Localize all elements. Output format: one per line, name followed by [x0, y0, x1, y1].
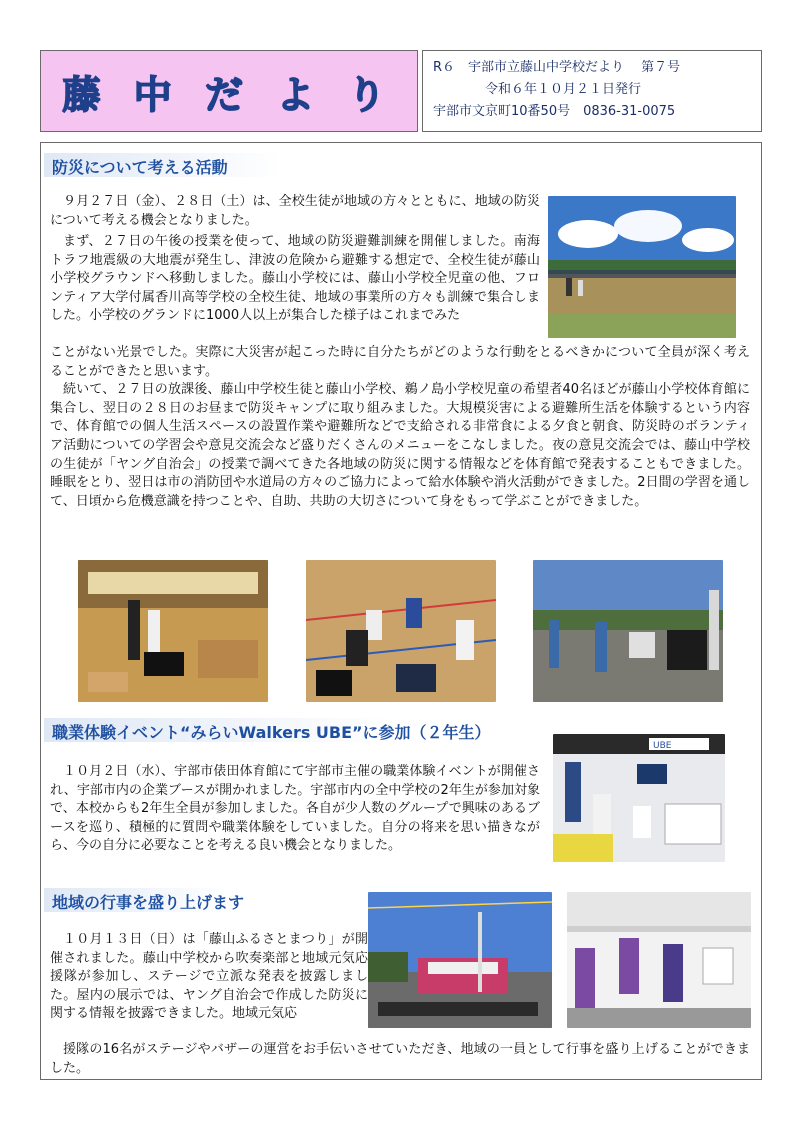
photo-evacuation-drill — [548, 196, 736, 338]
photo-career-booth — [553, 734, 725, 862]
section1-paragraph-2-end: ことがない光景でした。実際に大災害が起こった時に自分たちがどのような行動をとるべきかについて全員が深く考えることができたと思います。 — [50, 345, 750, 379]
photo-water-supply — [533, 560, 723, 702]
section1-paragraph-1: ９月２７日（金）、２８日（土）は、全校生徒が地域の方々とともに、地域の防災について考える機会となりました。 — [50, 194, 540, 228]
issue-date: 令和６年１０月２１日発行 — [485, 82, 642, 97]
section3-text-full — [50, 1041, 750, 1078]
section1-paragraph-2-start: まず、２７日の午後の授業を使って、地域の防災避難訓練を開催しました。南海トラフ地震級の大地震が発生し、津波の危険から避難する想定で、全校生徒が藤山小学校グラウンドへ移動しました。藤山小学校には、藤山小学校全児童の他、フロンティア大学付属香川高等学校の全校生徒、地域の事業所の方々も訓練で集合しました。小学校のグランドに1000人以上が集合した様子はこれまでみた — [50, 234, 540, 324]
section2-paragraph-1: １０月２日（水）、宇部市俵田体育館にて宇部市主催の職業体験イベントが開催され、宇部市内の企業ブースが開かれました。宇部市内の全中学校の2年生が参加対象で、本校からも2年生全員が参加しました。各自が少人数のグループで興味のあるブースを巡り、積極的に質問や職業体験をしていました。自分の将来を思い描きながら、今の自分に必要なことを考える良い機会となりました。 — [50, 764, 540, 854]
photo-festival-stage — [368, 892, 552, 1028]
issue-number: R６ 宇部市立藤山中学校だより 第７号 — [433, 60, 681, 75]
section3-paragraph-1-end: 援隊の16名がステージやバザーの運営をお手伝いさせていただき、地域の一員として行事を盛り上げることができました。 — [50, 1042, 750, 1076]
section-title-festival: 地域の行事を盛り上げます — [44, 888, 304, 912]
section3-paragraph-1-start: １０月１３日（日）は「藤山ふるさとまつり」が開催されました。藤山中学校から吹奏楽部と地域元気応援隊が参加し、ステージで立派な発表を披露しました。屋内の展示では、ヤング自治会で作成した防災に関する情報を披露できました。地域元気応 — [50, 932, 368, 1022]
section1-text-top — [50, 193, 540, 230]
section1-text-full — [50, 344, 750, 511]
section1-text-wrap — [50, 233, 540, 349]
photo-festival-booths — [567, 892, 751, 1028]
school-address: 宇部市文京町10番50号 0836-31-0075 — [433, 104, 676, 119]
section-title-disaster: 防災について考える活動 — [44, 153, 384, 177]
section3-text-wrap — [50, 931, 368, 1043]
photo-gym-setup — [78, 560, 268, 702]
issue-info — [422, 50, 762, 132]
newsletter-title: 藤 中 だ よ り — [62, 72, 396, 117]
section-title-career: 職業体験イベント“みらいWalkers UBE”に参加（２年生） — [44, 718, 544, 742]
section2-text — [50, 763, 540, 856]
photo-emergency-meal — [306, 560, 496, 702]
booth-sign: UBE — [653, 741, 672, 751]
section1-paragraph-3: 続いて、２７日の放課後、藤山中学校生徒と藤山小学校、鵜ノ島小学校児童の希望者40名ほどが藤山小学校体育館に集合し、翌日の２８日のお昼まで防災キャンプに取り組みました。大規模災害による避難所生活を体験するという内容で、体育館での個人生活スペースの設置作業や避難所などで支給される非常食による夕食と朝食、防災時のボランティア活動についての学習会や意見交流会など盛りだくさんのメニューをこなしました。夜の意見交流会では、藤山中学校の生徒が「ヤング自治会」の授業で調べてきた各地域の防災に関する情報などを体育館で発表することもできました。睡眠をとり、翌日は市の消防団や水道局の方々のご協力によって給水体験や消火活動ができました。2日間の学習を通して、日頃から危機意識を持つことや、自助、共助の大切さについて身をもって学ぶことができました。 — [50, 382, 750, 509]
masthead — [40, 50, 418, 132]
